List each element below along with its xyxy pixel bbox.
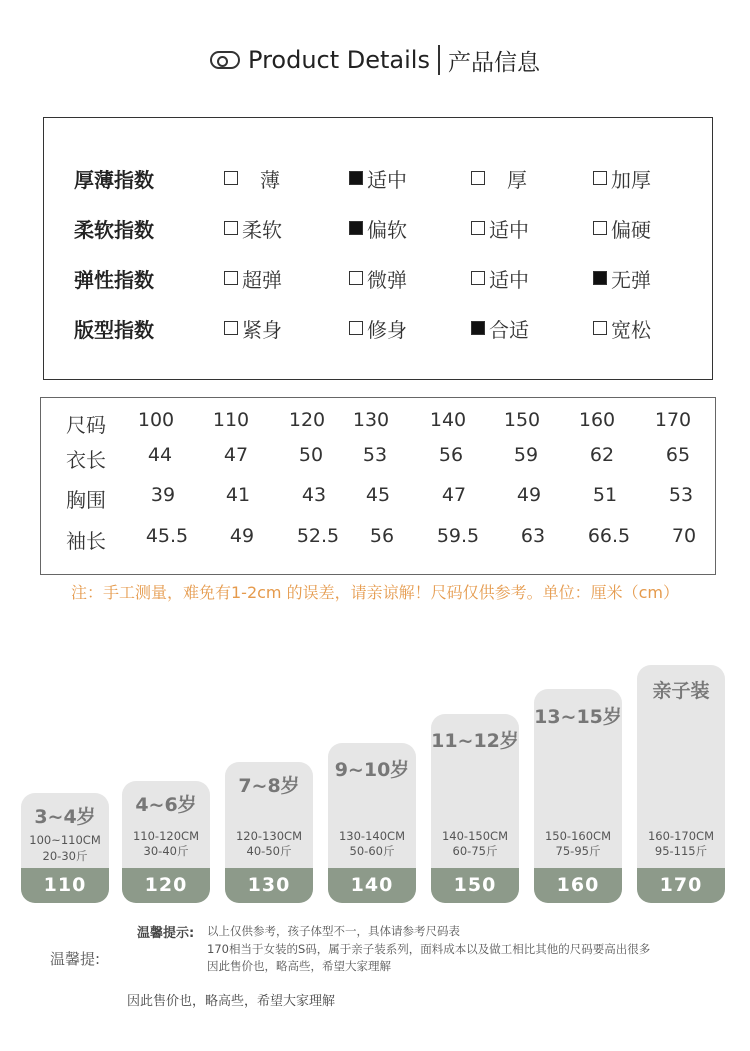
card-age: 13~15岁 (534, 706, 622, 728)
card-size-band: 120 (122, 868, 210, 903)
card-weight-range: 75-95斤 (555, 844, 601, 858)
card-weight-range: 30-40斤 (143, 844, 189, 858)
index-option: 柔软 (224, 214, 282, 243)
index-option: 偏硬 (593, 214, 651, 243)
card-weight-range: 95-115斤 (654, 844, 708, 858)
table-cell: 53 (362, 444, 388, 466)
measurement-note: 注：手工测量，难免有1-2cm 的误差，请亲谅解！尺码仅供参考。单位：厘米（cm） (71, 583, 679, 602)
size-card (21, 793, 109, 903)
title-divider (438, 45, 440, 75)
table-cell: 59.5 (436, 525, 480, 547)
row-header: 尺码 (66, 413, 106, 437)
checkbox-unchecked-icon (593, 221, 607, 235)
table-cell: 49 (229, 525, 255, 547)
card-size-band: 150 (431, 868, 519, 903)
index-option: 无弹 (593, 264, 651, 293)
checkbox-unchecked-icon (471, 271, 485, 285)
tips-line: 170相当于女装的S码，属于亲子装系列，面料成本以及做工相比其他的尺码要高出很多 (207, 942, 651, 956)
tips-line: 因此售价也，略高些，希望大家理解 (207, 959, 391, 973)
checkbox-checked-icon (349, 171, 363, 185)
table-cell: 52.5 (296, 525, 340, 547)
title-cn: 产品信息 (447, 49, 540, 76)
tips-title: 温馨提示: (137, 926, 195, 941)
card-height-range: 160-170CM (647, 829, 714, 843)
card-size-band: 170 (637, 868, 725, 903)
index-label: 厚薄指数 (74, 167, 154, 192)
table-cell: 100 (137, 409, 175, 431)
card-age: 7~8岁 (238, 775, 300, 797)
checkbox-unchecked-icon (593, 321, 607, 335)
checkbox-unchecked-icon (224, 271, 238, 285)
index-row-elasticity (44, 261, 712, 295)
table-cell: 70 (671, 525, 697, 547)
table-cell: 65 (665, 444, 691, 466)
table-cell: 120 (288, 409, 326, 431)
table-row (41, 484, 715, 514)
card-height-range: 130-140CM (338, 829, 405, 843)
tips-side-label: 温馨提: (50, 950, 101, 968)
checkbox-checked-icon (349, 221, 363, 235)
checkbox-unchecked-icon (349, 271, 363, 285)
index-option: 加厚 (593, 164, 651, 193)
table-cell: 110 (212, 409, 250, 431)
card-weight-range: 50-60斤 (349, 844, 395, 858)
table-cell: 45 (365, 484, 391, 506)
table-cell: 49 (516, 484, 542, 506)
row-header: 胸围 (66, 488, 106, 512)
checkbox-unchecked-icon (224, 221, 238, 235)
index-option: 修身 (349, 314, 407, 343)
checkbox-checked-icon (593, 271, 607, 285)
table-cell: 130 (352, 409, 390, 431)
tips-line: 以上仅供参考，孩子体型不一，具体请参考尺码表 (207, 924, 460, 938)
checkbox-unchecked-icon (471, 221, 485, 235)
table-cell: 51 (592, 484, 618, 506)
index-option: 合适 (471, 314, 529, 343)
table-cell: 140 (429, 409, 467, 431)
checkbox-unchecked-icon (224, 171, 238, 185)
index-label: 弹性指数 (74, 267, 154, 292)
index-label: 柔软指数 (74, 217, 154, 242)
index-option: 适中 (349, 164, 407, 193)
index-option: 厚 (471, 164, 527, 193)
table-row (41, 525, 715, 555)
row-header: 袖长 (66, 529, 106, 553)
card-height-range: 140-150CM (441, 829, 508, 843)
card-height-range: 150-160CM (544, 829, 611, 843)
table-cell: 62 (589, 444, 615, 466)
table-cell: 56 (369, 525, 395, 547)
index-option: 微弹 (349, 264, 407, 293)
table-cell: 63 (520, 525, 546, 547)
card-age: 3~4岁 (34, 806, 96, 828)
size-card (122, 781, 210, 903)
table-row (41, 444, 715, 474)
table-cell: 47 (223, 444, 249, 466)
fabric-index-box (43, 117, 713, 380)
size-card (225, 762, 313, 903)
index-row-thickness (44, 161, 712, 195)
table-cell: 56 (438, 444, 464, 466)
eye-icon (210, 51, 240, 69)
card-size-band: 140 (328, 868, 416, 903)
card-size-band: 110 (21, 868, 109, 903)
table-cell: 47 (441, 484, 467, 506)
index-label: 版型指数 (74, 317, 154, 342)
index-row-fit (44, 311, 712, 345)
table-cell: 160 (578, 409, 616, 431)
page-header (0, 40, 750, 80)
table-cell: 45.5 (145, 525, 189, 547)
checkbox-unchecked-icon (471, 171, 485, 185)
card-size-band: 160 (534, 868, 622, 903)
size-card (637, 665, 725, 903)
size-card (534, 689, 622, 903)
table-cell: 170 (654, 409, 692, 431)
card-height-range: 110-120CM (132, 829, 199, 843)
size-card (328, 743, 416, 903)
index-option: 薄 (224, 164, 280, 193)
checkbox-checked-icon (471, 321, 485, 335)
card-height-range: 120-130CM (235, 829, 302, 843)
card-age: 4~6岁 (135, 794, 197, 816)
checkbox-unchecked-icon (593, 171, 607, 185)
table-cell: 53 (668, 484, 694, 506)
table-cell: 41 (225, 484, 251, 506)
card-height-range: 100~110CM (29, 833, 101, 847)
card-age: 9~10岁 (334, 759, 410, 781)
table-cell: 150 (503, 409, 541, 431)
card-weight-range: 60-75斤 (452, 844, 498, 858)
index-row-softness (44, 211, 712, 245)
size-card (431, 714, 519, 903)
checkbox-unchecked-icon (224, 321, 238, 335)
index-option: 紧身 (224, 314, 282, 343)
table-cell: 59 (513, 444, 539, 466)
title-en: Product Details (248, 46, 430, 74)
size-table (40, 397, 716, 575)
card-age: 亲子装 (652, 680, 710, 702)
table-cell: 44 (147, 444, 173, 466)
table-cell: 66.5 (587, 525, 631, 547)
index-option: 偏软 (349, 214, 407, 243)
table-cell: 39 (150, 484, 176, 506)
index-option: 适中 (471, 214, 529, 243)
card-size-band: 130 (225, 868, 313, 903)
table-row (41, 409, 715, 439)
tips-bottom-line: 因此售价也，略高些，希望大家理解 (127, 994, 336, 1009)
row-header: 衣长 (66, 448, 106, 472)
table-cell: 50 (298, 444, 324, 466)
card-age: 11~12岁 (431, 730, 519, 752)
index-option: 宽松 (593, 314, 651, 343)
index-option: 超弹 (224, 264, 282, 293)
table-cell: 43 (301, 484, 327, 506)
card-weight-range: 40-50斤 (246, 844, 292, 858)
checkbox-unchecked-icon (349, 321, 363, 335)
index-option: 适中 (471, 264, 529, 293)
card-weight-range: 20-30斤 (42, 849, 88, 863)
